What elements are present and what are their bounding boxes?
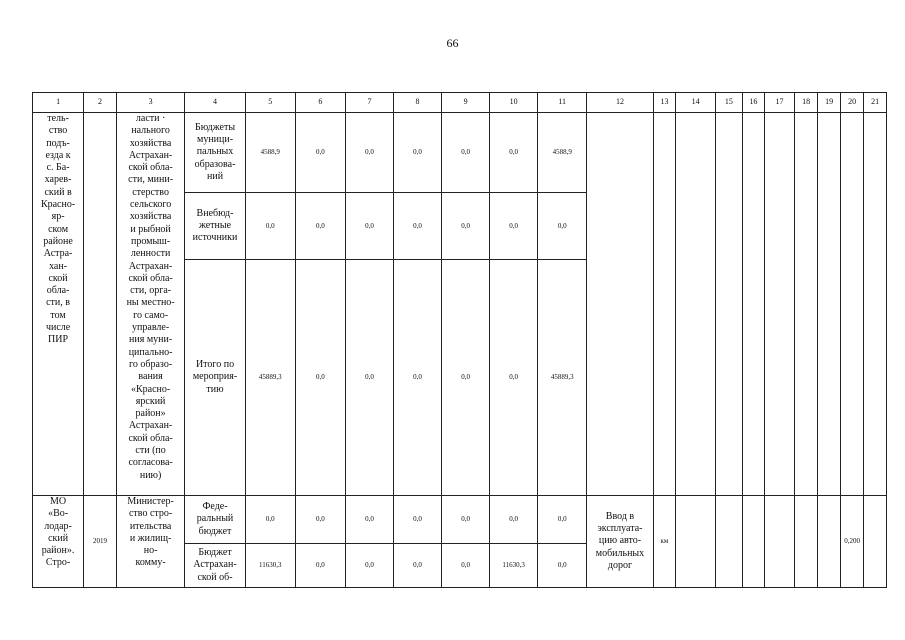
value-cell: 0,0 — [538, 193, 587, 260]
header-cell: 17 — [765, 93, 795, 113]
text-line: числе — [45, 322, 71, 334]
indicator-cell — [587, 496, 653, 588]
text-line: сти (по — [135, 445, 166, 457]
text-line: лодар- — [44, 520, 72, 532]
header-cell: 11 — [538, 93, 587, 113]
header-cell: 13 — [653, 93, 676, 113]
value-cell: 0,0 — [442, 260, 490, 496]
text-line: ципально- — [128, 346, 173, 358]
empty-cell — [864, 113, 887, 496]
program-table — [32, 92, 887, 588]
value-cell: 45889,3 — [245, 260, 295, 496]
empty-cell — [794, 113, 818, 496]
text-line: ский — [48, 532, 69, 544]
text-line: ральный — [196, 513, 234, 525]
text-line: Внебюд- — [196, 207, 234, 219]
value-cell: 0,0 — [345, 260, 393, 496]
source-cell — [185, 193, 245, 260]
value-cell: 0,0 — [345, 544, 393, 588]
header-cell: 9 — [442, 93, 490, 113]
text-line: обла- — [46, 285, 70, 297]
text-line: ство — [48, 125, 68, 137]
text-line: харев- — [44, 174, 72, 186]
text-line: ской обла- — [128, 432, 173, 444]
text-line: районе — [43, 235, 73, 247]
text-line: Красно- — [40, 199, 76, 211]
value-cell: 0,0 — [295, 544, 345, 588]
value-cell: 0,0 — [245, 496, 295, 544]
text-line: езда к — [45, 149, 71, 161]
text-line: ской обла- — [128, 162, 173, 174]
header-cell: 14 — [676, 93, 716, 113]
header-cell: 6 — [295, 93, 345, 113]
source-text — [185, 359, 244, 396]
source-cell — [185, 544, 245, 588]
text-line: тель- — [47, 113, 69, 124]
source-cell — [185, 113, 245, 193]
value-cell: 0,0 — [345, 113, 393, 193]
table-row — [33, 113, 887, 193]
value-cell: 0,0 — [442, 113, 490, 193]
measure-name-text — [33, 496, 83, 570]
text-line: жетные — [198, 219, 232, 231]
text-line: ство стро- — [128, 508, 173, 520]
text-line: пальных — [196, 146, 234, 158]
text-line: сти, орга- — [130, 285, 172, 297]
source-text — [185, 208, 244, 245]
text-line: муници- — [196, 134, 234, 146]
text-line: ярский — [135, 395, 166, 407]
text-line: ском — [48, 223, 69, 235]
header-cell: 18 — [794, 93, 818, 113]
source-text — [185, 501, 244, 538]
value-cell: 0,0 — [393, 113, 441, 193]
text-line: Стро- — [45, 557, 71, 569]
year-cell — [84, 113, 117, 496]
text-line: Итого по — [195, 359, 235, 371]
value-cell: 0,0 — [538, 544, 587, 588]
text-line: ский в — [44, 186, 72, 198]
text-line: Астра- — [43, 248, 73, 260]
text-line: сельского — [130, 199, 172, 211]
value-cell: 0,0 — [538, 496, 587, 544]
text-line: и жилищ- — [129, 532, 172, 544]
text-line: го образо- — [129, 358, 173, 370]
empty-cell — [676, 113, 716, 496]
value-cell: 0,0 — [295, 260, 345, 496]
text-line: тию — [206, 383, 224, 395]
indicator-text — [587, 511, 652, 572]
header-cell: 15 — [716, 93, 743, 113]
executor-cell — [116, 113, 185, 496]
text-line: Бюджеты — [194, 121, 236, 133]
text-line: ния муни- — [129, 334, 173, 346]
text-line: сти, в — [46, 297, 70, 309]
text-line: эксплуата- — [597, 523, 643, 535]
text-line: ний — [206, 170, 224, 182]
header-cell: 1 — [33, 93, 84, 113]
value-cell: 0,0 — [393, 544, 441, 588]
value-cell: 0,0 — [295, 113, 345, 193]
text-line: ской — [48, 272, 68, 284]
value-cell: 11630,3 — [490, 544, 538, 588]
text-line: вания — [138, 371, 163, 383]
text-line: ПИР — [48, 334, 69, 346]
empty-cell — [765, 113, 795, 496]
text-line: том — [50, 309, 66, 321]
text-line: подъ- — [46, 137, 70, 149]
page-number: 66 — [446, 36, 459, 50]
text-line: Министер- — [127, 496, 174, 507]
value-cell: 0,0 — [490, 113, 538, 193]
value-cell: 0,0 — [442, 544, 490, 588]
text-line: МО — [50, 496, 67, 507]
text-line: мобильных — [595, 547, 645, 559]
text-line: Астрахан- — [193, 559, 237, 571]
year-cell: 2019 — [84, 496, 117, 588]
text-line: Астрахан- — [128, 260, 173, 272]
measure-name-cell — [33, 496, 84, 588]
header-cell: 4 — [185, 93, 245, 113]
text-line: мероприя- — [192, 371, 238, 383]
empty-cell — [840, 113, 864, 496]
empty-cell — [818, 113, 841, 496]
empty-cell — [765, 496, 795, 588]
text-line: бюджет — [198, 525, 232, 537]
text-line: «Во- — [48, 508, 69, 520]
value-cell: 0,0 — [345, 496, 393, 544]
value-cell: 45889,3 — [538, 260, 587, 496]
text-line: район». — [41, 545, 75, 557]
value-cell: 0,200 — [840, 496, 864, 588]
text-line: и рыбной — [130, 223, 171, 235]
value-cell: 4588,9 — [538, 113, 587, 193]
text-line: ской обла- — [128, 272, 173, 284]
header-cell: 12 — [587, 93, 653, 113]
value-cell: 0,0 — [393, 496, 441, 544]
empty-cell — [794, 496, 818, 588]
text-line: Ввод в — [605, 510, 635, 522]
executor-text — [117, 125, 185, 482]
value-cell: 0,0 — [490, 496, 538, 544]
source-text — [185, 547, 244, 584]
text-line: ны местно- — [126, 297, 175, 309]
value-cell: 0,0 — [490, 193, 538, 260]
empty-cell — [676, 496, 716, 588]
header-cell: 2 — [84, 93, 117, 113]
header-cell: 5 — [245, 93, 295, 113]
text-line: Бюджет — [198, 547, 232, 559]
empty-cell — [742, 496, 765, 588]
header-cell: 3 — [116, 93, 185, 113]
unit-cell: км — [653, 496, 676, 588]
text-line: хозяйства — [129, 211, 172, 223]
text-line: комму- — [135, 557, 166, 569]
text-line: хан- — [49, 260, 68, 272]
text-line: образова- — [194, 158, 236, 170]
text-line: управле- — [132, 322, 170, 334]
source-cell — [185, 496, 245, 544]
header-cell: 16 — [742, 93, 765, 113]
value-cell: 4588,9 — [245, 113, 295, 193]
text-line: Астрахан- — [128, 149, 173, 161]
text-line: ительства — [129, 520, 172, 532]
text-line: Феде- — [202, 501, 228, 513]
header-row — [33, 93, 887, 113]
value-cell: 0,0 — [393, 193, 441, 260]
text-line: Астрахан- — [128, 420, 173, 432]
value-cell: 0,0 — [442, 496, 490, 544]
value-cell: 11630,3 — [245, 544, 295, 588]
executor-top-text: ласти · — [135, 113, 166, 124]
measure-name-cell — [33, 113, 84, 496]
text-line: с. Ба- — [46, 162, 70, 174]
executor-cell — [116, 496, 185, 588]
value-cell: 0,0 — [295, 496, 345, 544]
text-line: район» — [135, 408, 166, 420]
text-line: цию авто- — [598, 535, 642, 547]
text-line: но- — [143, 545, 158, 557]
value-cell: 0,0 — [345, 193, 393, 260]
empty-cell — [742, 113, 765, 496]
text-line: ленности — [130, 248, 171, 260]
text-line: согласова- — [128, 457, 173, 469]
text-line: «Красно- — [130, 383, 171, 395]
value-cell: 0,0 — [245, 193, 295, 260]
value-cell: 0,0 — [393, 260, 441, 496]
value-cell: 0,0 — [442, 193, 490, 260]
empty-cell — [716, 113, 743, 496]
indicator-cell — [587, 113, 653, 496]
text-line: дорог — [607, 559, 633, 571]
text-line: источники — [192, 232, 238, 244]
text-line: яр- — [51, 211, 65, 223]
source-text — [185, 122, 244, 183]
empty-cell — [818, 496, 841, 588]
text-line: промыш- — [130, 235, 171, 247]
unit-cell — [653, 113, 676, 496]
header-cell: 7 — [345, 93, 393, 113]
text-line: го само- — [133, 309, 169, 321]
empty-cell — [716, 496, 743, 588]
value-cell: 0,0 — [295, 193, 345, 260]
header-cell: 21 — [864, 93, 887, 113]
source-cell — [185, 260, 245, 496]
executor-text — [117, 496, 185, 570]
header-cell: 8 — [393, 93, 441, 113]
text-line: сти, мини- — [128, 174, 174, 186]
header-cell: 19 — [818, 93, 841, 113]
text-line: ской об- — [197, 571, 233, 583]
text-line: хозяйства — [129, 137, 172, 149]
text-line: нию) — [139, 469, 162, 481]
text-line: нального — [131, 125, 170, 137]
empty-cell — [864, 496, 887, 588]
table-row — [33, 496, 887, 544]
header-cell: 20 — [840, 93, 864, 113]
header-cell: 10 — [490, 93, 538, 113]
measure-name-text — [33, 113, 83, 347]
text-line: стерство — [132, 186, 169, 198]
value-cell: 0,0 — [490, 260, 538, 496]
